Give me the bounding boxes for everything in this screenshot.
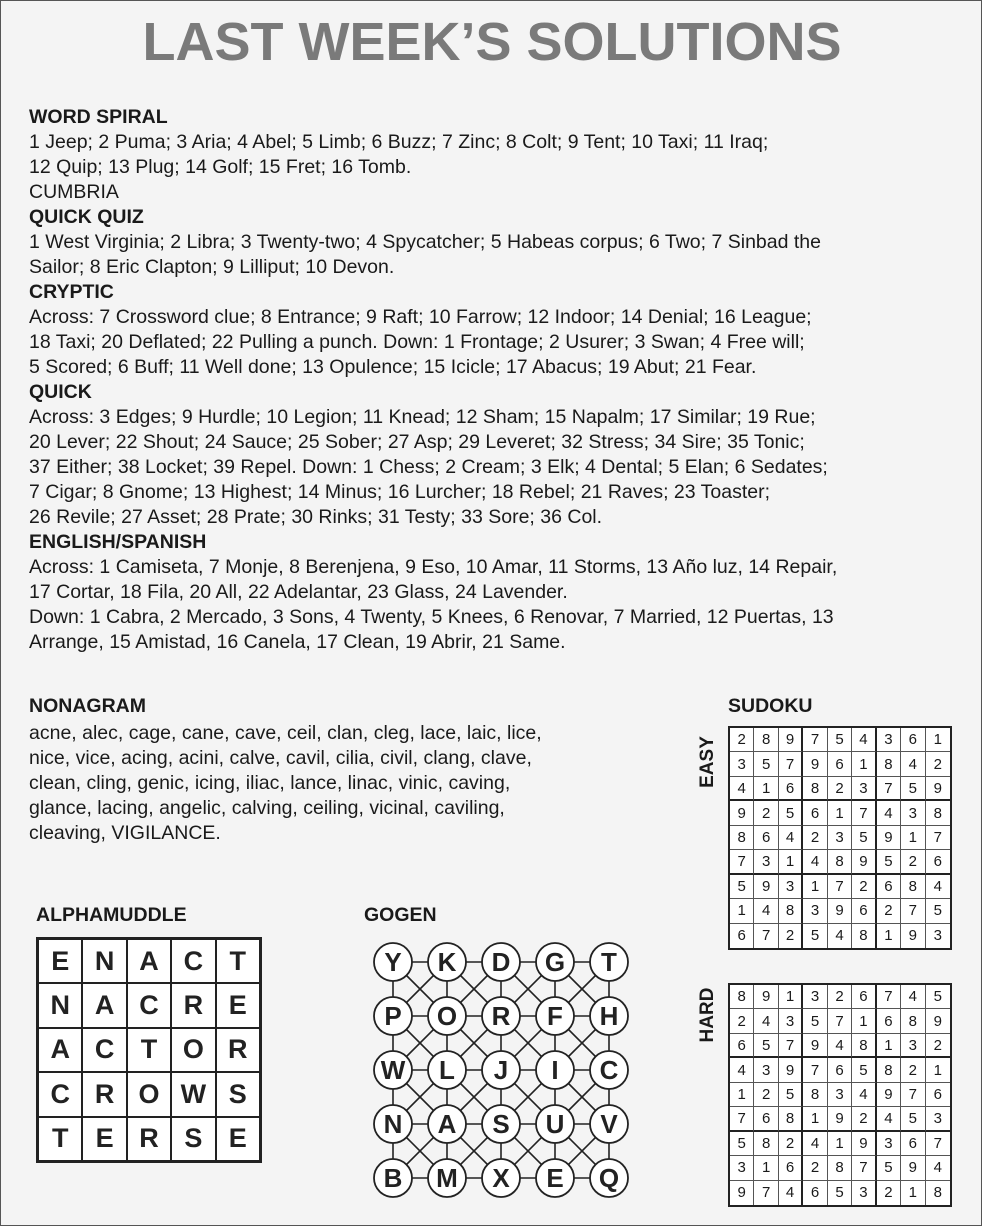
sudoku-cell: 1: [779, 985, 803, 1009]
sudoku-cell: 4: [828, 1034, 852, 1058]
alphamuddle-grid: [36, 937, 262, 1163]
sudoku-cell: 8: [803, 777, 827, 801]
sudoku-cell: 9: [852, 850, 876, 874]
sudoku-cell: 1: [779, 850, 803, 874]
sudoku-cell: 6: [852, 985, 876, 1009]
sudoku-cell: 7: [779, 752, 803, 776]
sudoku-cell: 1: [730, 1083, 754, 1107]
sudoku-heading: SUDOKU: [728, 695, 813, 717]
sudoku-cell: 4: [901, 985, 925, 1009]
sudoku-cell: 5: [779, 1083, 803, 1107]
sudoku-cell: 4: [852, 1083, 876, 1107]
sudoku-cell: 5: [901, 777, 925, 801]
sudoku-cell: 4: [803, 1132, 827, 1156]
sudoku-cell: 5: [877, 1156, 901, 1180]
section-answer-line: 12 Quip; 13 Plug; 14 Golf; 15 Fret; 16 Tomb.: [29, 156, 412, 178]
sudoku-cell: 1: [852, 1009, 876, 1033]
sudoku-cell: 8: [828, 1156, 852, 1180]
sudoku-cell: 2: [730, 728, 754, 752]
sudoku-cell: 9: [754, 985, 778, 1009]
alphamuddle-cell: C: [82, 1028, 126, 1072]
sudoku-cell: 8: [779, 899, 803, 923]
page-title: LAST WEEK’S SOLUTIONS: [142, 12, 842, 72]
sudoku-cell: 8: [779, 1107, 803, 1131]
section-heading: WORD SPIRAL: [29, 106, 168, 128]
sudoku-cell: 7: [828, 875, 852, 899]
sudoku-cell: 6: [803, 1181, 827, 1205]
sudoku-cell: 6: [754, 826, 778, 850]
gogen-letter: C: [599, 1054, 619, 1085]
sudoku-cell: 1: [901, 1181, 925, 1205]
gogen-letter: X: [492, 1162, 510, 1193]
sudoku-cell: 1: [754, 1156, 778, 1180]
gogen-letter: U: [545, 1108, 565, 1139]
sudoku-cell: 5: [852, 826, 876, 850]
sudoku-cell: 9: [877, 1083, 901, 1107]
sudoku-cell: 3: [877, 1132, 901, 1156]
sudoku-cell: 2: [852, 875, 876, 899]
gogen-letter: K: [437, 946, 457, 977]
sudoku-cell: 9: [803, 1034, 827, 1058]
sudoku-cell: 2: [828, 985, 852, 1009]
alphamuddle-cell: A: [127, 939, 171, 983]
sudoku-cell: 4: [877, 1107, 901, 1131]
sudoku-cell: 7: [828, 1009, 852, 1033]
sudoku-cell: 8: [877, 752, 901, 776]
sudoku-cell: 5: [803, 1009, 827, 1033]
sudoku-cell: 6: [901, 1132, 925, 1156]
gogen-letter: Q: [598, 1162, 620, 1193]
sudoku-cell: 6: [926, 1083, 950, 1107]
alphamuddle-cell: O: [171, 1028, 215, 1072]
section-answer-line: Across: 7 Crossword clue; 8 Entrance; 9 Raft; 10 Farrow; 12 Indoor; 14 Denial; 16 League;: [29, 306, 812, 328]
sudoku-cell: 3: [803, 985, 827, 1009]
alphamuddle-cell: O: [127, 1072, 171, 1116]
alphamuddle-cell: C: [127, 983, 171, 1027]
sudoku-cell: 9: [779, 1058, 803, 1082]
gogen-letter: B: [383, 1162, 403, 1193]
sudoku-cell: 4: [779, 826, 803, 850]
sudoku-cell: 3: [828, 826, 852, 850]
alphamuddle-cell: N: [38, 983, 82, 1027]
sudoku-cell: 5: [754, 1034, 778, 1058]
sudoku-cell: 7: [926, 1132, 950, 1156]
section-heading: QUICK: [29, 381, 92, 403]
sudoku-cell: 6: [828, 752, 852, 776]
section-answer-line: 17 Cortar, 18 Fila, 20 All, 22 Adelantar, 23 Glass, 24 Lavender.: [29, 581, 568, 603]
sudoku-cell: 6: [779, 1156, 803, 1180]
sudoku-cell: 3: [852, 777, 876, 801]
sudoku-cell: 9: [877, 826, 901, 850]
sudoku-cell: 9: [730, 1181, 754, 1205]
sudoku-cell: 7: [877, 777, 901, 801]
sudoku-cell: 4: [779, 1181, 803, 1205]
sudoku-cell: 8: [828, 850, 852, 874]
sudoku-cell: 7: [803, 728, 827, 752]
sudoku-cell: 3: [926, 1107, 950, 1131]
sudoku-cell: 1: [852, 752, 876, 776]
nonagram-line: glance, lacing, angelic, calving, ceiling, vicinal, caviling,: [29, 797, 505, 819]
sudoku-cell: 6: [828, 1058, 852, 1082]
alphamuddle-cell: E: [216, 1117, 260, 1161]
sudoku-cell: 7: [877, 985, 901, 1009]
gogen-heading: GOGEN: [364, 904, 437, 926]
alphamuddle-cell: T: [216, 939, 260, 983]
gogen-letter: G: [544, 946, 566, 977]
sudoku-cell: 4: [803, 850, 827, 874]
alphamuddle-cell: R: [171, 983, 215, 1027]
sudoku-cell: 9: [803, 752, 827, 776]
sudoku-cell: 8: [730, 985, 754, 1009]
sudoku-cell: 2: [877, 899, 901, 923]
sudoku-cell: 9: [926, 777, 950, 801]
sudoku-cell: 4: [754, 1009, 778, 1033]
sudoku-cell: 3: [779, 875, 803, 899]
sudoku-cell: 5: [803, 924, 827, 948]
sudoku-cell: 9: [754, 875, 778, 899]
section-answer-line: 7 Cigar; 8 Gnome; 13 Highest; 14 Minus; 16 Lurcher; 18 Rebel; 21 Raves; 23 Toaster;: [29, 481, 771, 503]
gogen-letter: R: [491, 1000, 511, 1031]
sudoku-easy-grid: [728, 726, 952, 950]
sudoku-cell: 3: [828, 1083, 852, 1107]
sudoku-cell: 9: [779, 728, 803, 752]
sudoku-cell: 8: [926, 801, 950, 825]
sudoku-cell: 8: [852, 1034, 876, 1058]
alphamuddle-cell: T: [127, 1028, 171, 1072]
sudoku-cell: 7: [730, 1107, 754, 1131]
sudoku-cell: 2: [901, 1058, 925, 1082]
alphamuddle-cell: E: [38, 939, 82, 983]
section-answer-line: 20 Lever; 22 Shout; 24 Sauce; 25 Sober; 27 Asp; 29 Leveret; 32 Stress; 34 Sire; 35 Tonic;: [29, 431, 805, 453]
section-answer-line: Across: 3 Edges; 9 Hurdle; 10 Legion; 11 Knead; 12 Sham; 15 Napalm; 17 Similar; 19 Rue;: [29, 406, 816, 428]
nonagram-answers: [29, 721, 649, 846]
sudoku-cell: 7: [779, 1034, 803, 1058]
alphamuddle-heading: ALPHAMUDDLE: [36, 904, 187, 926]
sudoku-cell: 4: [828, 924, 852, 948]
sudoku-cell: 1: [828, 1132, 852, 1156]
section-answer-line: Across: 1 Camiseta, 7 Monje, 8 Berenjena, 9 Eso, 10 Amar, 11 Storms, 13 Año luz, 14 Repair,: [29, 556, 838, 578]
sudoku-cell: 6: [877, 875, 901, 899]
sudoku-cell: 1: [877, 924, 901, 948]
sudoku-cell: 6: [926, 850, 950, 874]
alphamuddle-cell: R: [82, 1072, 126, 1116]
alphamuddle-cell: S: [216, 1072, 260, 1116]
sudoku-cell: 3: [803, 899, 827, 923]
gogen-letter: D: [491, 946, 511, 977]
alphamuddle-cell: R: [216, 1028, 260, 1072]
sudoku-cell: 1: [803, 1107, 827, 1131]
gogen-letter: E: [546, 1162, 564, 1193]
sudoku-cell: 2: [803, 826, 827, 850]
sudoku-cell: 6: [779, 777, 803, 801]
section-answer-line: Sailor; 8 Eric Clapton; 9 Lilliput; 10 Devon.: [29, 256, 395, 278]
sudoku-cell: 8: [877, 1058, 901, 1082]
sudoku-cell: 1: [901, 826, 925, 850]
sudoku-cell: 6: [730, 924, 754, 948]
gogen-letter: O: [436, 1000, 458, 1031]
section-answer-line: 37 Either; 38 Locket; 39 Repel. Down: 1 Chess; 2 Cream; 3 Elk; 4 Dental; 5 Elan; 6 Sedates;: [29, 456, 828, 478]
sudoku-cell: 4: [926, 875, 950, 899]
sudoku-cell: 4: [901, 752, 925, 776]
section-answer-line: 26 Revile; 27 Asset; 28 Prate; 30 Rinks; 31 Testy; 33 Sore; 36 Col.: [29, 506, 603, 528]
sudoku-cell: 8: [754, 728, 778, 752]
sudoku-cell: 3: [852, 1181, 876, 1205]
section-heading: CRYPTIC: [29, 281, 114, 303]
sudoku-cell: 6: [730, 1034, 754, 1058]
sudoku-cell: 2: [754, 801, 778, 825]
sudoku-cell: 8: [754, 1132, 778, 1156]
sudoku-cell: 3: [779, 1009, 803, 1033]
sudoku-cell: 3: [901, 801, 925, 825]
sudoku-cell: 9: [828, 899, 852, 923]
sudoku-cell: 7: [852, 1156, 876, 1180]
section-answer-line: 18 Taxi; 20 Deflated; 22 Pulling a punch. Down: 1 Frontage; 2 Usurer; 3 Swan; 4 Free will;: [29, 331, 805, 353]
sudoku-cell: 4: [730, 1058, 754, 1082]
sudoku-cell: 1: [803, 875, 827, 899]
sudoku-cell: 7: [901, 899, 925, 923]
sudoku-cell: 6: [877, 1009, 901, 1033]
section-answer-line: 1 Jeep; 2 Puma; 3 Aria; 4 Abel; 5 Limb; 6 Buzz; 7 Zinc; 8 Colt; 9 Tent; 10 Taxi; 11 Iraq;: [29, 131, 769, 153]
sudoku-cell: 2: [803, 1156, 827, 1180]
sudoku-cell: 4: [754, 899, 778, 923]
sudoku-cell: 2: [901, 850, 925, 874]
gogen-letter: S: [492, 1108, 510, 1139]
sudoku-cell: 9: [901, 924, 925, 948]
sudoku-cell: 6: [803, 801, 827, 825]
sudoku-cell: 6: [754, 1107, 778, 1131]
sudoku-cell: 1: [754, 777, 778, 801]
sudoku-cell: 9: [926, 1009, 950, 1033]
sudoku-cell: 8: [730, 826, 754, 850]
sudoku-cell: 1: [926, 728, 950, 752]
sudoku-cell: 3: [754, 1058, 778, 1082]
sudoku-cell: 9: [730, 801, 754, 825]
sudoku-cell: 5: [828, 1181, 852, 1205]
gogen-letter: Y: [384, 946, 402, 977]
nonagram-line: nice, vice, acing, acini, calve, cavil, cilia, civil, clang, clave,: [29, 747, 532, 769]
sudoku-cell: 2: [779, 1132, 803, 1156]
gogen-grid: [369, 934, 639, 1214]
sudoku-cell: 5: [901, 1107, 925, 1131]
gogen-letter: V: [600, 1108, 618, 1139]
sudoku-cell: 3: [933, 927, 942, 945]
sudoku-cell: 9: [901, 1156, 925, 1180]
sudoku-cell: 1: [877, 1034, 901, 1058]
alphamuddle-cell: R: [127, 1117, 171, 1161]
sudoku-cell: 6: [901, 728, 925, 752]
sudoku-cell: 7: [754, 1181, 778, 1205]
sudoku-cell: 2: [779, 924, 803, 948]
sudoku-cell: 4: [730, 777, 754, 801]
alphamuddle-cell: N: [82, 939, 126, 983]
alphamuddle-cell: A: [38, 1028, 82, 1072]
sudoku-cell: 5: [754, 752, 778, 776]
alphamuddle-cell: T: [38, 1117, 82, 1161]
sudoku-cell: 2: [926, 1034, 950, 1058]
nonagram-line: clean, cling, genic, icing, iliac, lance, linac, vinic, caving,: [29, 772, 511, 794]
sudoku-cell: 9: [852, 1132, 876, 1156]
sudoku-cell: 2: [926, 752, 950, 776]
sudoku-cell: 3: [730, 1156, 754, 1180]
alphamuddle-cell: A: [82, 983, 126, 1027]
sudoku-cell: 4: [852, 728, 876, 752]
sudoku-cell: 5: [730, 875, 754, 899]
gogen-letter: T: [601, 946, 617, 977]
sudoku-cell: 2: [852, 1107, 876, 1131]
section-heading: ENGLISH/SPANISH: [29, 531, 207, 553]
sudoku-cell: 3: [877, 728, 901, 752]
sudoku-cell: 5: [730, 1132, 754, 1156]
sudoku-cell: 7: [730, 850, 754, 874]
sudoku-cell: 5: [852, 1058, 876, 1082]
sudoku-cell: 3: [730, 752, 754, 776]
section-answer-line: 5 Scored; 6 Buff; 11 Well done; 13 Opulence; 15 Icicle; 17 Abacus; 19 Abut; 21 Fear.: [29, 356, 757, 378]
alphamuddle-cell: E: [82, 1117, 126, 1161]
solutions-text-block: [29, 105, 959, 655]
gogen-letter: I: [551, 1054, 559, 1085]
sudoku-cell: 4: [877, 801, 901, 825]
section-answer-line: CUMBRIA: [29, 181, 119, 203]
sudoku-cell: 1: [926, 1058, 950, 1082]
sudoku-cell: 3: [754, 850, 778, 874]
nonagram-line: cleaving, VIGILANCE.: [29, 822, 221, 844]
nonagram-heading: NONAGRAM: [29, 695, 146, 717]
alphamuddle-cell: S: [171, 1117, 215, 1161]
gogen-letter: N: [383, 1108, 403, 1139]
sudoku-cell: 9: [828, 1107, 852, 1131]
sudoku-cell: 8: [803, 1083, 827, 1107]
alphamuddle-cell: C: [38, 1072, 82, 1116]
gogen-letter: J: [493, 1054, 509, 1085]
sudoku-cell: 5: [877, 850, 901, 874]
sudoku-cell: 5: [828, 728, 852, 752]
sudoku-cell: 2: [754, 1083, 778, 1107]
section-heading: QUICK QUIZ: [29, 206, 144, 228]
sudoku-cell: 5: [779, 801, 803, 825]
sudoku-hard-label: HARD: [697, 987, 718, 1043]
gogen-letter: P: [384, 1000, 402, 1031]
sudoku-cell: 7: [926, 826, 950, 850]
sudoku-cell: 2: [877, 1181, 901, 1205]
gogen-letter: A: [437, 1108, 457, 1139]
gogen-letter: L: [439, 1054, 455, 1085]
sudoku-cell: 5: [926, 899, 950, 923]
gogen-letter: H: [599, 1000, 619, 1031]
sudoku-cell: 7: [803, 1058, 827, 1082]
section-answer-line: Down: 1 Cabra, 2 Mercado, 3 Sons, 4 Twenty, 5 Knees, 6 Renovar, 7 Married, 12 Puertas, 13: [29, 606, 834, 628]
section-answer-line: Arrange, 15 Amistad, 16 Canela, 17 Clean, 19 Abrir, 21 Same.: [29, 631, 566, 653]
sudoku-cell: 7: [852, 801, 876, 825]
sudoku-cell: 3: [901, 1034, 925, 1058]
sudoku-cell: 8: [901, 875, 925, 899]
gogen-letter: M: [436, 1162, 458, 1193]
gogen-letter: W: [380, 1054, 406, 1085]
sudoku-cell: 1: [828, 801, 852, 825]
gogen-letter: F: [547, 1000, 563, 1031]
alphamuddle-cell: W: [171, 1072, 215, 1116]
alphamuddle-cell: E: [216, 983, 260, 1027]
sudoku-hard-grid: [728, 983, 952, 1207]
sudoku-cell: 4: [926, 1156, 950, 1180]
sudoku-cell: 1: [730, 899, 754, 923]
sudoku-cell: 6: [852, 899, 876, 923]
sudoku-cell: 8: [901, 1009, 925, 1033]
sudoku-cell: 7: [901, 1083, 925, 1107]
nonagram-line: acne, alec, cage, cane, cave, ceil, clan, cleg, lace, laic, lice,: [29, 722, 542, 744]
sudoku-cell: 8: [852, 924, 876, 948]
section-answer-line: 1 West Virginia; 2 Libra; 3 Twenty-two; 4 Spycatcher; 5 Habeas corpus; 6 Two; 7 Sinbad the: [29, 231, 821, 253]
sudoku-cell: 5: [926, 985, 950, 1009]
sudoku-cell: 8: [933, 1184, 942, 1202]
sudoku-cell: 2: [730, 1009, 754, 1033]
alphamuddle-cell: C: [171, 939, 215, 983]
sudoku-cell: 7: [754, 924, 778, 948]
sudoku-cell: 2: [828, 777, 852, 801]
sudoku-easy-label: EASY: [697, 736, 718, 788]
